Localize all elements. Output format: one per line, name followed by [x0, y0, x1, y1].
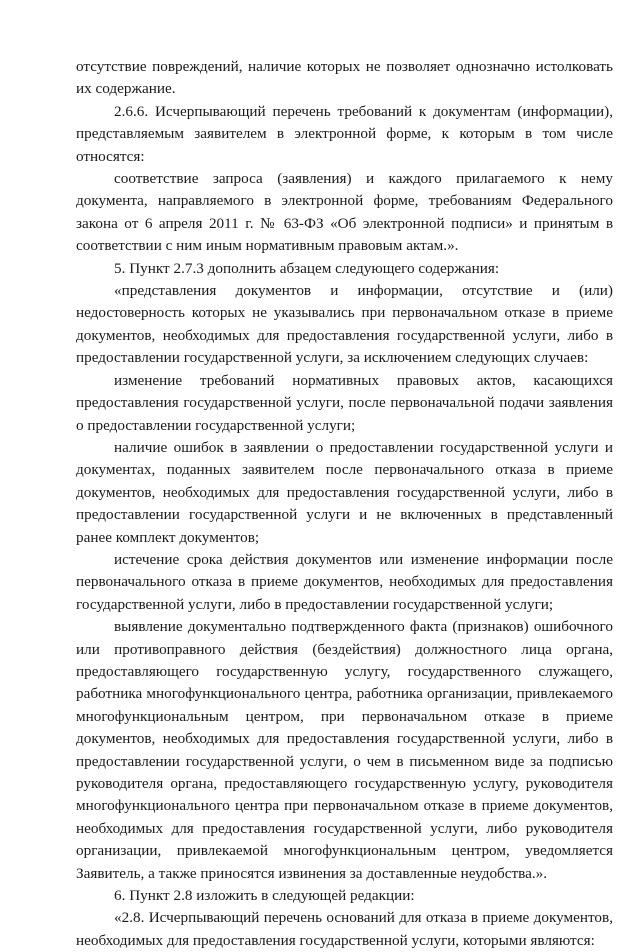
paragraph-requirements-change: изменение требований нормативных правовых актов, касающихся предоставления государственной услуги, после первоначальной подачи заявления о предоставлении государственной услуги;: [76, 371, 613, 434]
paragraph-electronic-signature-compliance: соответствие запроса (заявления) и каждого прилагаемого к нему документа, направляемого в электронной форме, требованиям Федерального закона от 6 апреля 2011 г. № 63-ФЗ «Об электронной подписи» и принятым в соответствии с ним иным нормативным правовым актам.».: [76, 170, 613, 255]
paragraph-document-expiry: истечение срока действия документов или изменение информации после первоначального отказа в приеме документов, необходимых для предоставления государственной услуги, либо в предоставлении государственной услуги;: [76, 550, 613, 613]
paragraph-damage-condition: отсутствие повреждений, наличие которых не позволяет однозначно истолковать их содержание.: [76, 58, 613, 98]
paragraph-documents-submission: «представления документов и информации, отсутствие и (или) недостоверность которых не указывались при первоначальном отказе в приеме документов, необходимых для предоставления государственной услуги, либо в предоставлении государственной услуги, за исключением следующих случаев:: [76, 282, 613, 367]
paragraph-2-8: «2.8. Исчерпывающий перечень оснований для отказа в приеме документов, необходимых для предоставления государственной услуги, которыми являются:: [76, 909, 613, 949]
paragraph-item-6: 6. Пункт 2.8 изложить в следующей редакции:: [114, 887, 415, 905]
paragraph-erroneous-action: выявление документально подтвержденного факта (признаков) ошибочного или противоправного действия (бездействия) должностного лица органа, предоставляющего государственную услугу, государственного служащего, работника многофункционального центра, работника организации, привлекаемого многофункциональным центром, при первоначальном отказе в приеме документов, необходимых для предоставления государственной услуги, либо в предоставлении государственной услуги, о чем в письменном виде за подписью руководителя органа, предоставляющего государственную услугу, руководителя многофункционального центра при первоначальном отказе в приеме документов, необходимых для предоставления государственной услуги, либо руководителя организации, привлекаемой многофункциональным центром, уведомляется Заявитель, а также приносятся извинения за доставленные неудобства.».: [76, 618, 613, 882]
paragraph-2-6-6: 2.6.6. Исчерпывающий перечень требований к документам (информации), представляемым заявителем в электронной форме, к которым в том числе относятся:: [76, 102, 613, 165]
paragraph-errors-in-application: наличие ошибок в заявлении о предоставлении государственной услуги и документах, поданных заявителем после первоначального отказа в приеме документов, необходимых для предоставления государственной услуги, либо в предоставлении государственной услуги и не включенных в представленный ранее комплект документов;: [76, 438, 613, 546]
paragraph-item-5: 5. Пункт 2.7.3 дополнить абзацем следующего содержания:: [114, 259, 500, 277]
